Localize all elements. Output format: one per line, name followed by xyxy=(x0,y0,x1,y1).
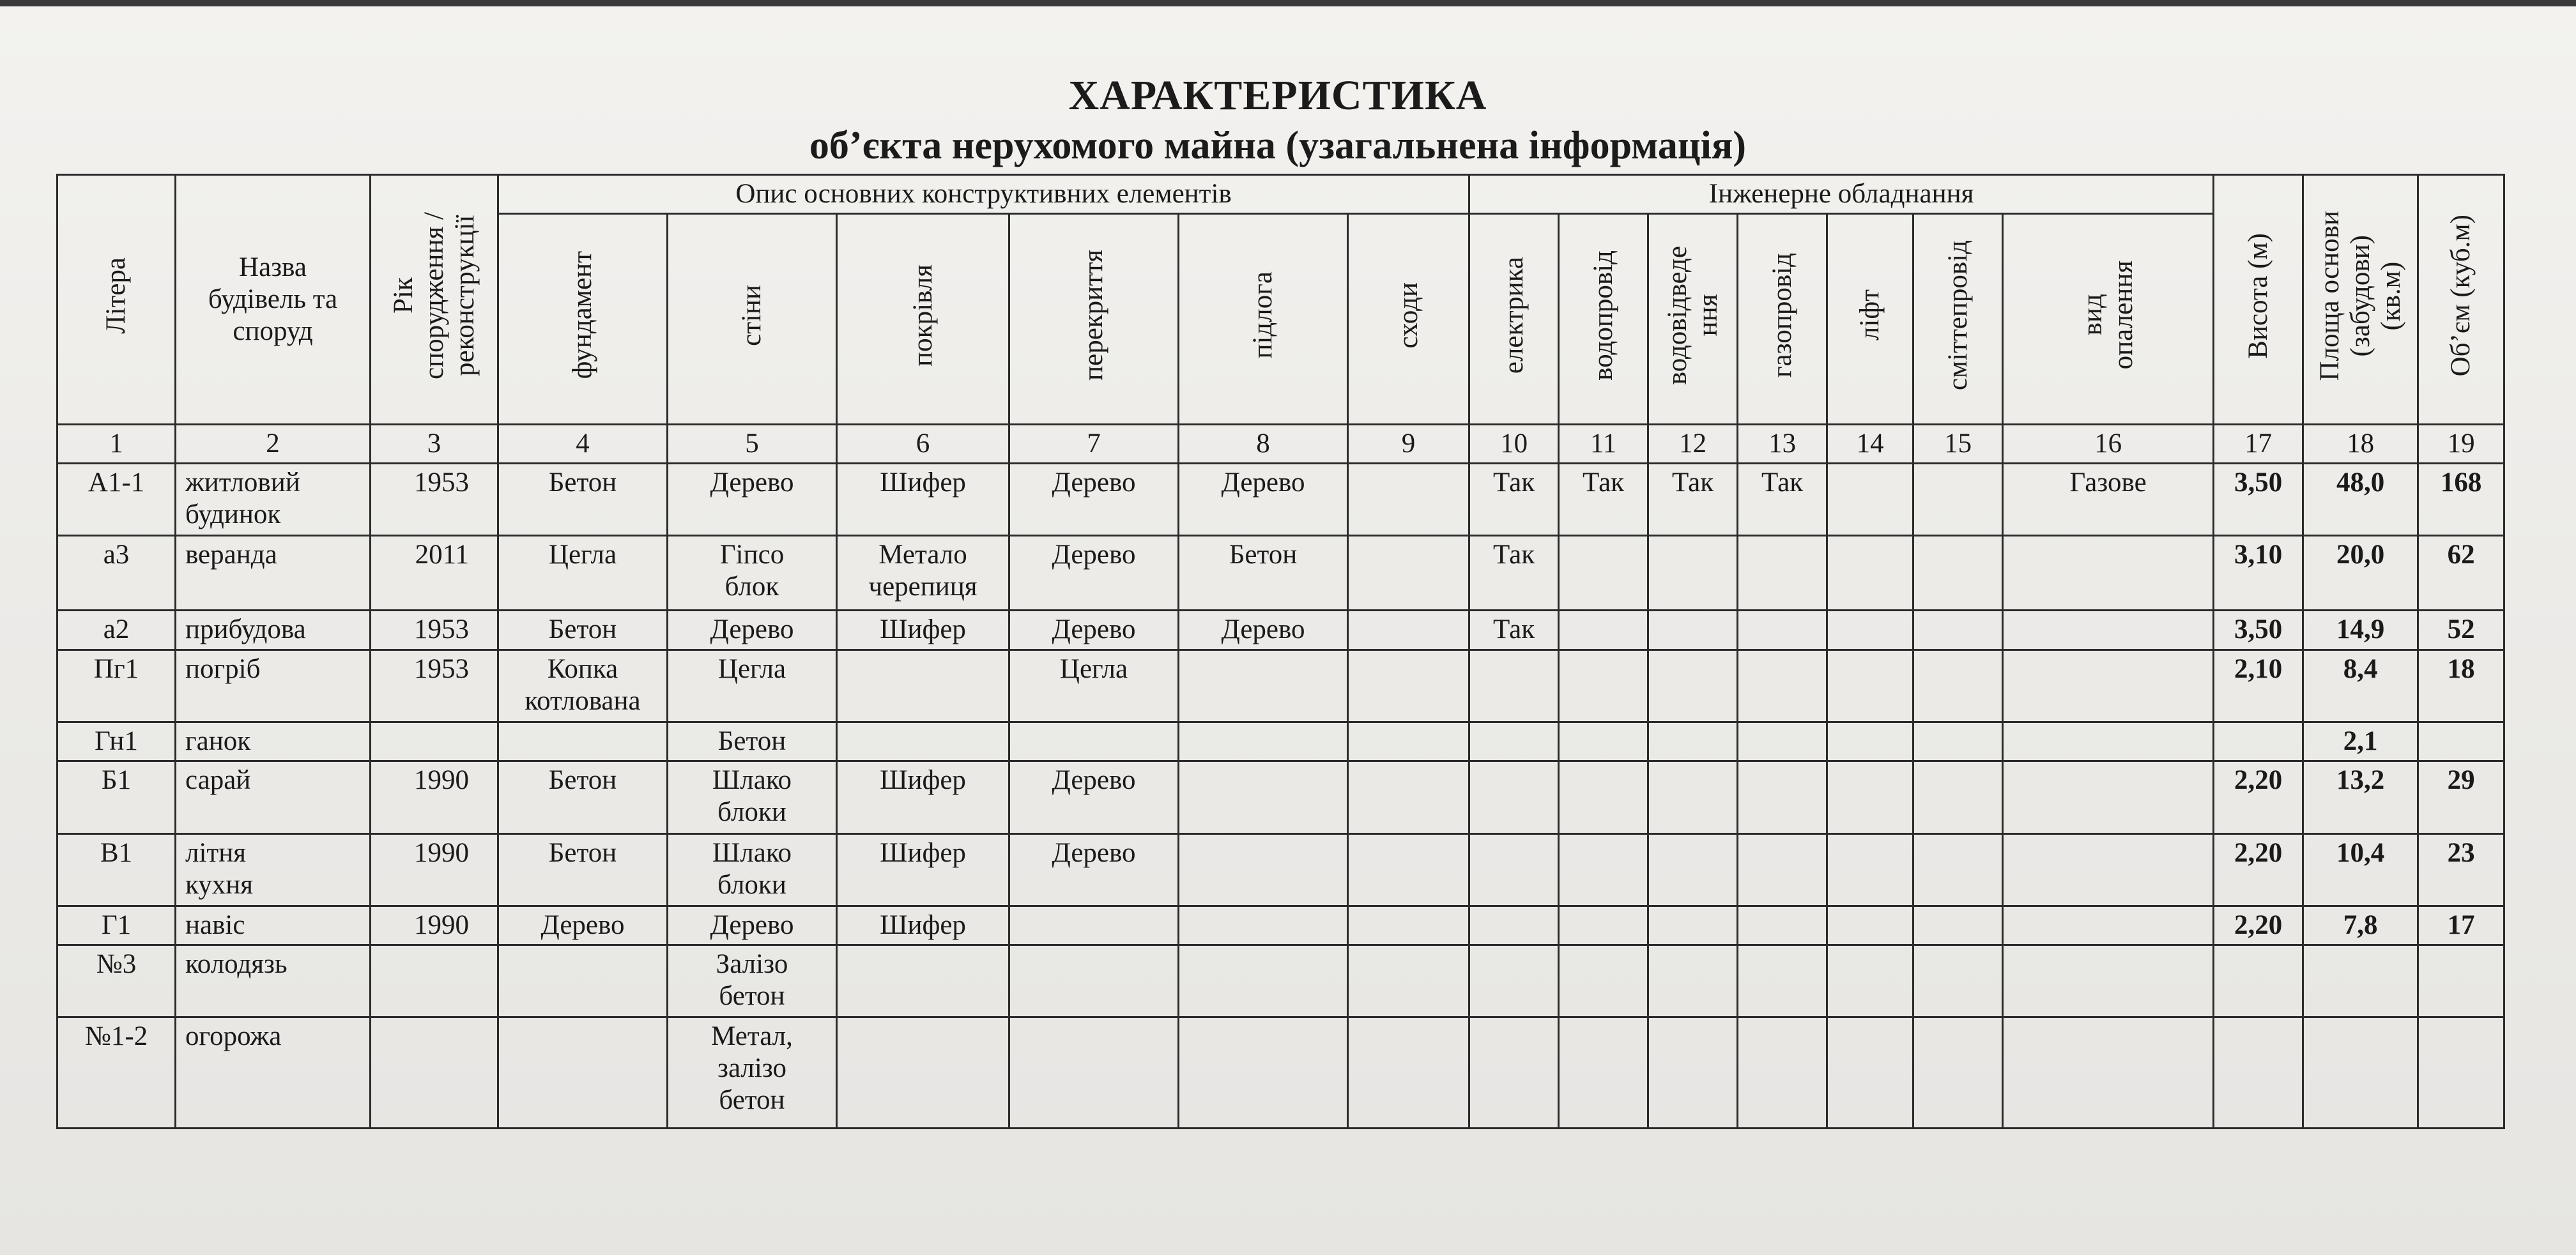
table-cell: огорожа xyxy=(176,1017,371,1129)
table-cell: Дерево xyxy=(668,906,837,945)
header-floor: підлога xyxy=(1179,214,1348,425)
table-cell xyxy=(1009,906,1179,945)
table-cell xyxy=(837,945,1009,1017)
table-body xyxy=(57,464,2504,1129)
header-group-engineering: Інженерне обладнання xyxy=(1469,175,2214,214)
table-cell: 13,2 xyxy=(2303,761,2418,833)
table-cell: житловий будинок xyxy=(176,464,371,536)
header-heating: вид опалення xyxy=(2003,214,2214,425)
table-cell: веранда xyxy=(176,536,371,611)
table-cell xyxy=(2214,722,2303,761)
table-cell: А1-1 xyxy=(57,464,176,536)
table-cell: 52 xyxy=(2418,611,2504,650)
table-cell: прибудова xyxy=(176,611,371,650)
header-water: водопровід xyxy=(1559,214,1648,425)
table-cell xyxy=(1559,536,1648,611)
table-cell: 23 xyxy=(2418,833,2504,906)
table-cell xyxy=(371,1017,498,1129)
table-cell xyxy=(1913,761,2003,833)
table-cell: 17 xyxy=(2418,906,2504,945)
table-cell xyxy=(2303,1017,2418,1129)
column-number: 11 xyxy=(1559,425,1648,464)
header-foundation: фундамент xyxy=(498,214,668,425)
table-cell xyxy=(1827,761,1913,833)
column-number: 2 xyxy=(176,425,371,464)
table-cell xyxy=(1348,536,1469,611)
header-area: Площа основи (забудови) (кв.м) xyxy=(2303,175,2418,425)
characteristics-table xyxy=(56,174,2505,1129)
table-cell xyxy=(1738,722,1827,761)
table-cell: Бетон xyxy=(498,761,668,833)
table-cell xyxy=(1559,945,1648,1017)
table-cell xyxy=(1648,761,1738,833)
table-cell xyxy=(1648,945,1738,1017)
table-cell: Бетон xyxy=(1179,536,1348,611)
table-cell xyxy=(1559,833,1648,906)
column-number: 9 xyxy=(1348,425,1469,464)
table-cell: 1990 xyxy=(371,761,498,833)
table-cell xyxy=(1179,833,1348,906)
table-cell xyxy=(1827,906,1913,945)
table-cell: Шлако блоки xyxy=(668,833,837,906)
table-cell: Шифер xyxy=(837,761,1009,833)
document-title xyxy=(0,70,2556,170)
table-cell xyxy=(1348,464,1469,536)
header-group-elements: Опис основних конструктивних елементів xyxy=(498,175,1469,214)
header-ceiling: перекриття xyxy=(1009,214,1179,425)
table-cell xyxy=(371,722,498,761)
table-cell xyxy=(498,722,668,761)
table-cell: 3,50 xyxy=(2214,611,2303,650)
table-cell xyxy=(1738,536,1827,611)
table-cell xyxy=(498,945,668,1017)
table-cell xyxy=(1559,722,1648,761)
column-number: 3 xyxy=(371,425,498,464)
table-cell: 1953 xyxy=(371,464,498,536)
table-cell xyxy=(1913,1017,2003,1129)
table-cell: Гн1 xyxy=(57,722,176,761)
table-cell: погріб xyxy=(176,650,371,722)
table-cell: 3,10 xyxy=(2214,536,2303,611)
table-cell: 48,0 xyxy=(2303,464,2418,536)
table-row xyxy=(57,761,2504,833)
column-number: 13 xyxy=(1738,425,1827,464)
column-number: 7 xyxy=(1009,425,1179,464)
table-cell xyxy=(371,945,498,1017)
column-number: 4 xyxy=(498,425,668,464)
table-cell xyxy=(1179,761,1348,833)
table-cell: а2 xyxy=(57,611,176,650)
table-cell xyxy=(1348,611,1469,650)
header-year: Рік спорудження / реконструкції xyxy=(371,175,498,425)
table-cell xyxy=(2003,761,2214,833)
table-cell xyxy=(1827,611,1913,650)
table-cell: Так xyxy=(1559,464,1648,536)
table-cell xyxy=(837,1017,1009,1129)
table-cell xyxy=(1827,536,1913,611)
table-cell xyxy=(2003,833,2214,906)
table-cell xyxy=(1559,1017,1648,1129)
table-cell: сарай xyxy=(176,761,371,833)
table-cell xyxy=(1469,906,1559,945)
table-cell: Так xyxy=(1648,464,1738,536)
table-cell: Метало черепиця xyxy=(837,536,1009,611)
table-cell: Шифер xyxy=(837,833,1009,906)
table-cell: Пг1 xyxy=(57,650,176,722)
column-number: 6 xyxy=(837,425,1009,464)
table-cell xyxy=(1009,945,1179,1017)
header-gas: газопровід xyxy=(1738,214,1827,425)
table-cell: Шифер xyxy=(837,611,1009,650)
table-cell: 168 xyxy=(2418,464,2504,536)
table-cell xyxy=(1738,945,1827,1017)
table-cell xyxy=(1469,1017,1559,1129)
table-cell xyxy=(1009,722,1179,761)
table-row xyxy=(57,464,2504,536)
table-cell: Метал, залізо бетон xyxy=(668,1017,837,1129)
table-cell xyxy=(1827,833,1913,906)
header-stairs: сходи xyxy=(1348,214,1469,425)
table-cell: Цегла xyxy=(668,650,837,722)
table-cell: Дерево xyxy=(1009,833,1179,906)
table-cell: Дерево xyxy=(1179,611,1348,650)
table-cell xyxy=(1913,722,2003,761)
table-cell xyxy=(1827,945,1913,1017)
table-cell: колодязь xyxy=(176,945,371,1017)
table-cell xyxy=(2214,945,2303,1017)
table-cell: Г1 xyxy=(57,906,176,945)
table-cell: літня кухня xyxy=(176,833,371,906)
table-cell: 7,8 xyxy=(2303,906,2418,945)
table-cell xyxy=(1648,906,1738,945)
table-cell xyxy=(2003,945,2214,1017)
table-cell: №3 xyxy=(57,945,176,1017)
table-cell: Так xyxy=(1469,536,1559,611)
table-cell xyxy=(1469,945,1559,1017)
table-cell: Шифер xyxy=(837,906,1009,945)
column-number: 17 xyxy=(2214,425,2303,464)
table-cell xyxy=(2003,611,2214,650)
table-cell xyxy=(1913,464,2003,536)
column-number: 8 xyxy=(1179,425,1348,464)
table-cell: №1-2 xyxy=(57,1017,176,1129)
table-cell: Дерево xyxy=(1009,611,1179,650)
table-cell xyxy=(1827,1017,1913,1129)
table-cell xyxy=(2214,1017,2303,1129)
table-cell xyxy=(1827,464,1913,536)
table-cell: Бетон xyxy=(498,833,668,906)
table-cell xyxy=(1348,761,1469,833)
table-cell xyxy=(2003,650,2214,722)
table-cell: Дерево xyxy=(1009,761,1179,833)
table-cell xyxy=(2003,1017,2214,1129)
table-cell: Бетон xyxy=(668,722,837,761)
table-cell: 1953 xyxy=(371,611,498,650)
table-cell xyxy=(1827,722,1913,761)
table-row xyxy=(57,611,2504,650)
table-cell xyxy=(1179,1017,1348,1129)
table-cell xyxy=(1348,833,1469,906)
table-cell xyxy=(1648,650,1738,722)
table-cell: Дерево xyxy=(668,611,837,650)
table-cell: Залізо бетон xyxy=(668,945,837,1017)
table-row xyxy=(57,536,2504,611)
table-cell: 1990 xyxy=(371,833,498,906)
table-cell: Цегла xyxy=(1009,650,1179,722)
table-cell: Цегла xyxy=(498,536,668,611)
table-cell: Шлако блоки xyxy=(668,761,837,833)
table-row xyxy=(57,722,2504,761)
column-number: 14 xyxy=(1827,425,1913,464)
table-cell xyxy=(1738,650,1827,722)
table-cell xyxy=(1738,906,1827,945)
column-number: 19 xyxy=(2418,425,2504,464)
table-cell xyxy=(1738,1017,1827,1129)
table-cell: Копка котлована xyxy=(498,650,668,722)
table-cell xyxy=(1559,906,1648,945)
table-cell xyxy=(2418,1017,2504,1129)
table-cell xyxy=(1559,650,1648,722)
table-row xyxy=(57,1017,2504,1129)
table-cell: 8,4 xyxy=(2303,650,2418,722)
table-cell: Гіпсо блок xyxy=(668,536,837,611)
column-number: 12 xyxy=(1648,425,1738,464)
table-cell xyxy=(1648,1017,1738,1129)
column-number: 1 xyxy=(57,425,176,464)
header-height: Висота (м) xyxy=(2214,175,2303,425)
table-row xyxy=(57,833,2504,906)
header-chute: сміттепровід xyxy=(1913,214,2003,425)
table-cell: 20,0 xyxy=(2303,536,2418,611)
table-cell xyxy=(1648,536,1738,611)
table-row xyxy=(57,650,2504,722)
table-cell: 2,20 xyxy=(2214,761,2303,833)
column-number: 5 xyxy=(668,425,837,464)
table-cell: 10,4 xyxy=(2303,833,2418,906)
column-number: 15 xyxy=(1913,425,2003,464)
table-cell xyxy=(1913,833,2003,906)
table-cell: 18 xyxy=(2418,650,2504,722)
table-cell xyxy=(2003,536,2214,611)
table-cell: Так xyxy=(1738,464,1827,536)
table-cell xyxy=(1009,1017,1179,1129)
table-cell xyxy=(1179,945,1348,1017)
header-roof: покрівля xyxy=(837,214,1009,425)
title-subtitle: об’єкта нерухомого майна (узагальнена інформація) xyxy=(809,124,1747,167)
table-cell xyxy=(1913,650,2003,722)
table-cell xyxy=(498,1017,668,1129)
table-cell xyxy=(1469,722,1559,761)
table-cell: Дерево xyxy=(1009,536,1179,611)
header-walls: стіни xyxy=(668,214,837,425)
table-cell xyxy=(1738,833,1827,906)
header-sewer: водовідведе ння xyxy=(1648,214,1738,425)
table-cell: Так xyxy=(1469,611,1559,650)
table-cell xyxy=(837,722,1009,761)
table-cell: 2,1 xyxy=(2303,722,2418,761)
column-number-row xyxy=(57,425,2504,464)
table-cell xyxy=(1648,833,1738,906)
table-cell xyxy=(1559,611,1648,650)
table-cell xyxy=(1179,906,1348,945)
table-cell xyxy=(1913,906,2003,945)
table-row xyxy=(57,906,2504,945)
table-cell xyxy=(2003,906,2214,945)
column-number: 10 xyxy=(1469,425,1559,464)
table-cell xyxy=(1738,611,1827,650)
table-cell xyxy=(837,650,1009,722)
column-number: 16 xyxy=(2003,425,2214,464)
table-cell xyxy=(1913,536,2003,611)
table-cell: а3 xyxy=(57,536,176,611)
table-cell xyxy=(2303,945,2418,1017)
table-cell xyxy=(1827,650,1913,722)
table-cell xyxy=(1648,722,1738,761)
table-cell: Бетон xyxy=(498,464,668,536)
table-cell: навіс xyxy=(176,906,371,945)
table-cell: Дерево xyxy=(1179,464,1348,536)
table-cell: ганок xyxy=(176,722,371,761)
table-cell xyxy=(1559,761,1648,833)
header-volume: Об’єм (куб.м) xyxy=(2418,175,2504,425)
table-cell xyxy=(1469,650,1559,722)
table-cell xyxy=(1469,761,1559,833)
table-cell: 1953 xyxy=(371,650,498,722)
table-cell xyxy=(1348,650,1469,722)
table-cell xyxy=(2418,722,2504,761)
table-cell xyxy=(1179,722,1348,761)
table-cell: Бетон xyxy=(498,611,668,650)
header-litera: Літера xyxy=(57,175,176,425)
table-cell: 29 xyxy=(2418,761,2504,833)
table-cell: 2,20 xyxy=(2214,833,2303,906)
header-name: Назва будівель та споруд xyxy=(176,175,371,425)
table-cell: Дерево xyxy=(1009,464,1179,536)
table-cell: 2,10 xyxy=(2214,650,2303,722)
table-cell xyxy=(1348,945,1469,1017)
table-cell: Так xyxy=(1469,464,1559,536)
table-row xyxy=(57,945,2504,1017)
table-cell: 3,50 xyxy=(2214,464,2303,536)
table-cell xyxy=(1469,833,1559,906)
table-cell: Дерево xyxy=(498,906,668,945)
table-cell: 14,9 xyxy=(2303,611,2418,650)
table-cell: Газове xyxy=(2003,464,2214,536)
table-cell xyxy=(1348,1017,1469,1129)
title-main: ХАРАКТЕРИСТИКА xyxy=(1068,72,1487,119)
table-cell: 1990 xyxy=(371,906,498,945)
table-cell: Шифер xyxy=(837,464,1009,536)
document-sheet xyxy=(0,6,2576,1255)
column-number: 18 xyxy=(2303,425,2418,464)
header-electric: електрика xyxy=(1469,214,1559,425)
table-cell: Б1 xyxy=(57,761,176,833)
table-cell xyxy=(1179,650,1348,722)
table-cell xyxy=(1913,611,2003,650)
table-cell: 2,20 xyxy=(2214,906,2303,945)
table-cell: В1 xyxy=(57,833,176,906)
table-cell xyxy=(1738,761,1827,833)
table-cell xyxy=(2418,945,2504,1017)
table-cell: 2011 xyxy=(371,536,498,611)
table-cell: 62 xyxy=(2418,536,2504,611)
table-cell xyxy=(1348,722,1469,761)
table-cell xyxy=(1913,945,2003,1017)
table-cell xyxy=(2003,722,2214,761)
header-lift: ліфт xyxy=(1827,214,1913,425)
table-cell xyxy=(1648,611,1738,650)
table-cell xyxy=(1348,906,1469,945)
table-cell: Дерево xyxy=(668,464,837,536)
